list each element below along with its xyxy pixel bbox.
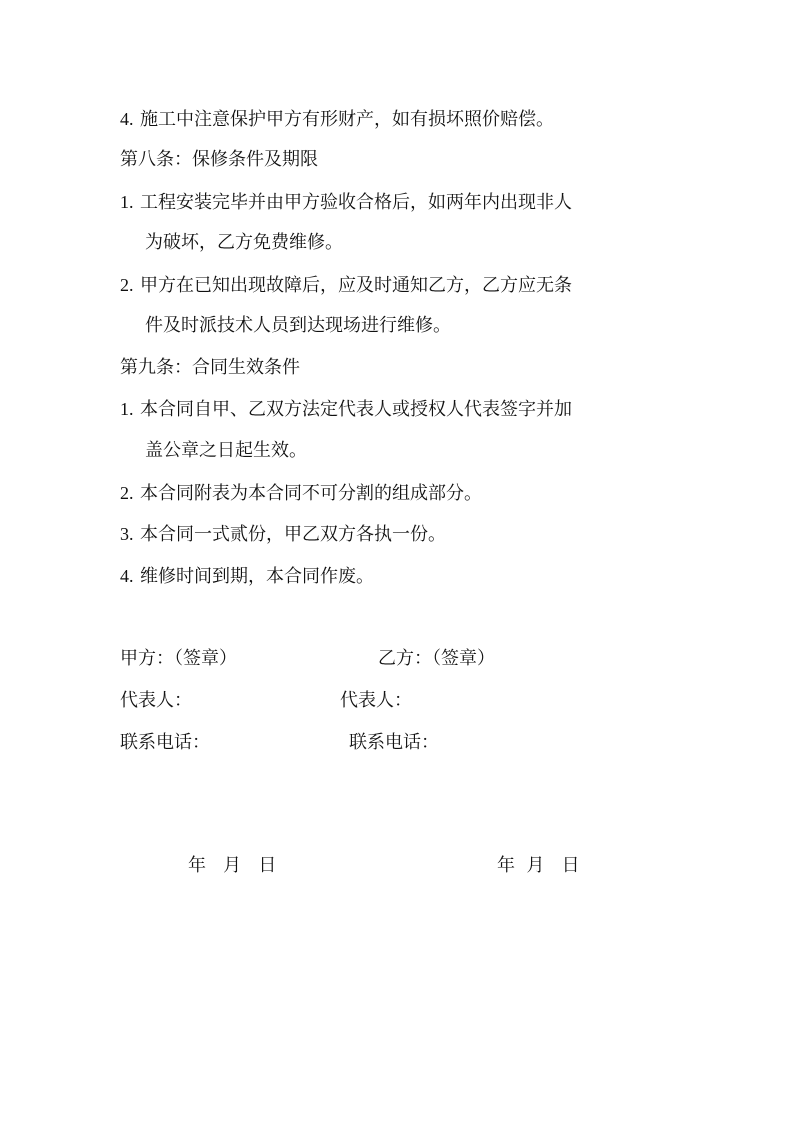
clause-8-item-1 xyxy=(120,190,572,215)
clause-9-item-3 xyxy=(120,522,446,547)
party-b-representative-label: 代表人： xyxy=(340,690,412,711)
clause-8-item-2 xyxy=(120,273,572,298)
item-number: 4. xyxy=(120,109,134,129)
party-a-date: 年 月 日 xyxy=(188,855,277,876)
item-number: 4. xyxy=(120,566,134,586)
party-a-seal-label: 甲方：（签章） xyxy=(120,648,237,669)
party-b-seal-label: 乙方：（签章） xyxy=(378,648,495,669)
item-text: 本合同附表为本合同不可分割的组成部分。 xyxy=(140,483,482,504)
clause-9-item-1-continuation: 盖公章之日起生效。 xyxy=(145,440,307,461)
section-heading-article-9: 第九条：合同生效条件 xyxy=(120,357,300,378)
clause-8-item-1-continuation: 为破坏，乙方免费维修。 xyxy=(145,232,343,253)
party-b-phone-label: 联系电话： xyxy=(349,732,439,753)
item-text: 施工中注意保护甲方有形财产，如有损坏照价赔偿。 xyxy=(140,109,554,130)
item-number: 1. xyxy=(120,399,134,419)
item-text: 本合同一式贰份，甲乙双方各执一份。 xyxy=(140,524,446,545)
item-number: 2. xyxy=(120,275,134,295)
clause-9-item-1 xyxy=(120,397,572,422)
clause-9-item-4 xyxy=(120,564,374,589)
party-a-phone-label: 联系电话： xyxy=(120,732,210,753)
item-number: 1. xyxy=(120,192,134,212)
item-number: 2. xyxy=(120,483,134,503)
item-text: 甲方在已知出现故障后，应及时通知乙方，乙方应无条 xyxy=(140,275,572,296)
section-heading-article-8: 第八条：保修条件及期限 xyxy=(120,149,318,170)
party-a-representative-label: 代表人： xyxy=(120,690,192,711)
clause-7-item-4 xyxy=(120,107,554,132)
clause-8-item-2-continuation: 件及时派技术人员到达现场进行维修。 xyxy=(145,315,451,336)
party-b-date: 年 月 日 xyxy=(497,855,580,876)
item-text: 维修时间到期，本合同作废。 xyxy=(140,566,374,587)
clause-9-item-2 xyxy=(120,481,482,506)
item-text: 工程安装完毕并由甲方验收合格后，如两年内出现非人 xyxy=(140,192,572,213)
item-number: 3. xyxy=(120,524,134,544)
item-text: 本合同自甲、乙双方法定代表人或授权人代表签字并加 xyxy=(140,399,572,420)
